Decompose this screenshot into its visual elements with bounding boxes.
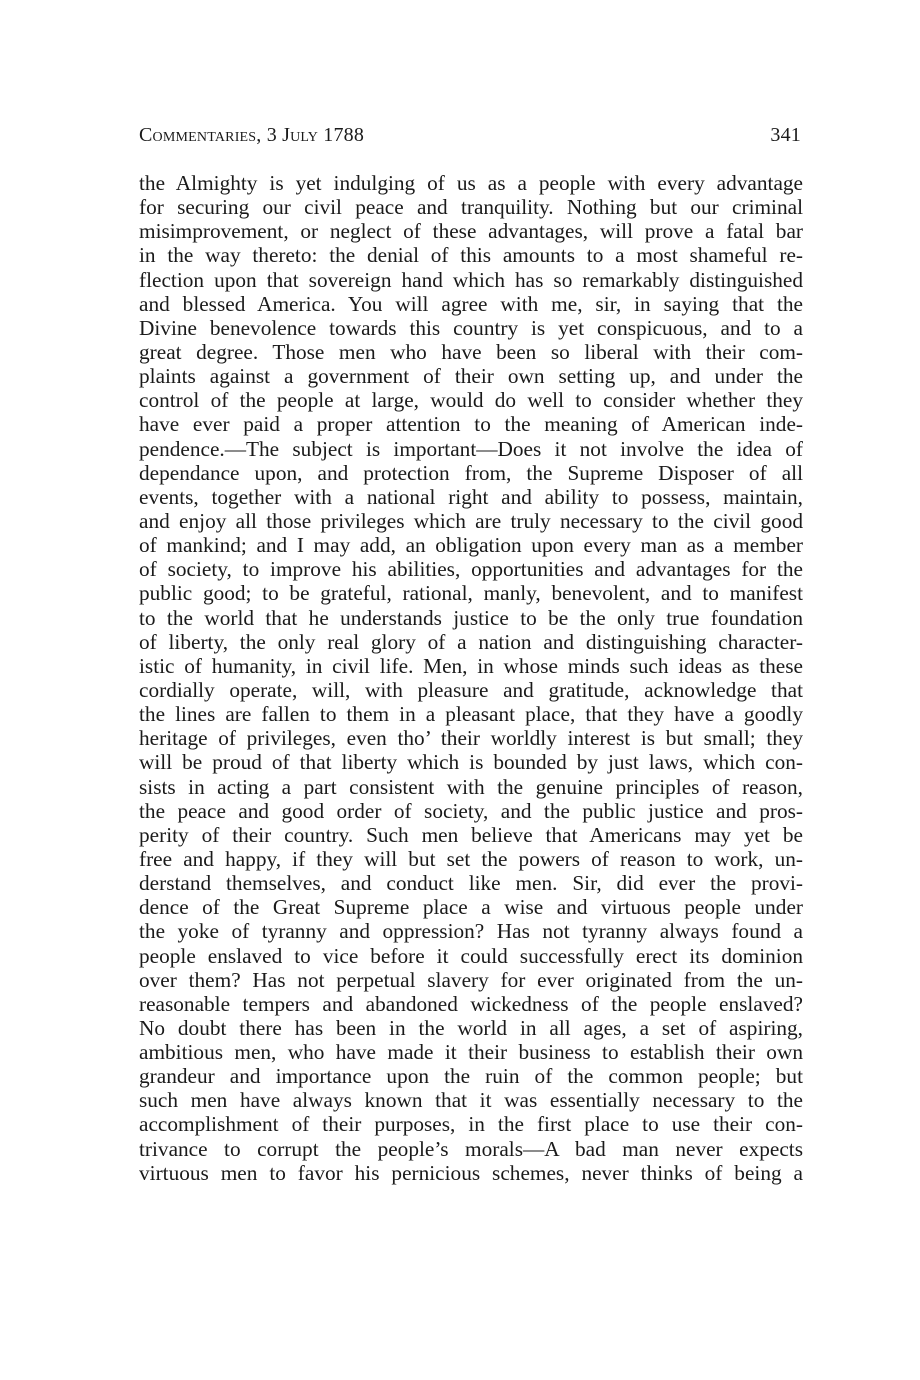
running-head-title <box>139 120 364 150</box>
title-year: 1788 <box>318 124 365 146</box>
text-line: the lines are fallen to them in a pleasant place, that they have a goodly <box>139 702 803 727</box>
text-line: of liberty, the only real glory of a nation and distinguishing character- <box>139 629 803 654</box>
text-line: of mankind; and I may add, an obligation upon every man as a member <box>139 533 803 558</box>
text-line: derstand themselves, and conduct like men. Sir, did ever the provi- <box>139 871 803 896</box>
text-line: such men have always known that it was essentially necessary to the <box>139 1088 803 1113</box>
text-line: heritage of privileges, even tho’ their worldly interest is but small; they <box>139 726 803 751</box>
month-lead: J <box>282 124 291 146</box>
text-line: events, together with a national right and ability to possess, maintain, <box>139 484 803 509</box>
page-number: 341 <box>770 124 801 146</box>
text-line: dence of the Great Supreme place a wise and virtuous people under <box>139 895 803 920</box>
text-line: will be proud of that liberty which is bounded by just laws, which con- <box>139 750 803 775</box>
title-rest: , 3 <box>256 124 283 146</box>
text-line: have ever paid a proper attention to the meaning of American inde- <box>139 412 803 437</box>
text-line: pendence.—The subject is important—Does it not involve the idea of <box>139 436 803 461</box>
text-line: dependance upon, and protection from, the Supreme Disposer of all <box>139 460 803 485</box>
text-line: over them? Has not perpetual slavery for ever originated from the un- <box>139 967 803 992</box>
text-line: and enjoy all those privileges which are truly necessary to the civil good <box>139 508 803 533</box>
text-line: in the way thereto: the denial of this amounts to a most shameful re- <box>139 243 803 268</box>
title-lead: C <box>139 124 153 146</box>
text-line: ambitious men, who have made it their business to establish their own <box>139 1040 803 1065</box>
text-line: and blessed America. You will agree with me, sir, in saying that the <box>139 291 803 316</box>
text-line: Divine benevolence towards this country is yet conspicuous, and to a <box>139 315 803 340</box>
text-line: people enslaved to vice before it could successfully erect its dominion <box>139 943 803 968</box>
text-line: the yoke of tyranny and oppression? Has not tyranny always found a <box>139 919 803 944</box>
text-line: the Almighty is yet indulging of us as a people with every advantage <box>139 171 803 195</box>
running-head <box>139 120 801 150</box>
text-line: free and happy, if they will but set the powers of reason to work, un- <box>139 846 803 871</box>
text-line: public good; to be grateful, rational, manly, benevolent, and to manifest <box>139 581 803 606</box>
body-text <box>139 171 803 1185</box>
text-line: accomplishment of their purposes, in the first place to use their con- <box>139 1112 803 1137</box>
text-line: misimprovement, or neglect of these advantages, will prove a fatal bar <box>139 219 803 244</box>
text-line: flection upon that sovereign hand which has so remarkably distinguished <box>139 267 803 292</box>
text-line: No doubt there has been in the world in all ages, a set of aspiring, <box>139 1015 803 1040</box>
text-line: plaints against a government of their own setting up, and under the <box>139 364 803 389</box>
month-smallcaps: uly <box>290 124 319 146</box>
text-line: istic of humanity, in civil life. Men, in whose minds such ideas as these <box>139 653 803 678</box>
text-line: virtuous men to favor his pernicious schemes, never thinks of being a <box>139 1160 803 1185</box>
text-line: cordially operate, will, with pleasure and gratitude, acknowledge that <box>139 677 803 702</box>
text-line: grandeur and importance upon the ruin of the common people; but <box>139 1064 803 1089</box>
text-line: sists in acting a part consistent with the genuine principles of reason, <box>139 774 803 799</box>
text-line: for securing our civil peace and tranquility. Nothing but our criminal <box>139 195 803 220</box>
text-line: perity of their country. Such men believe that Americans may yet be <box>139 822 803 847</box>
text-line: the peace and good order of society, and the public justice and pros- <box>139 798 803 823</box>
title-smallcaps: ommentaries <box>152 124 257 146</box>
text-line: trivance to corrupt the people’s morals—A bad man never expects <box>139 1136 803 1161</box>
text-line: control of the people at large, would do well to consider whether they <box>139 388 803 413</box>
text-line: great degree. Those men who have been so liberal with their com- <box>139 339 803 364</box>
text-line: to the world that he understands justice to be the only true foundation <box>139 605 803 630</box>
text-line: reasonable tempers and abandoned wickedness of the people enslaved? <box>139 991 803 1016</box>
text-line: of society, to improve his abilities, opportunities and advantages for the <box>139 557 803 582</box>
